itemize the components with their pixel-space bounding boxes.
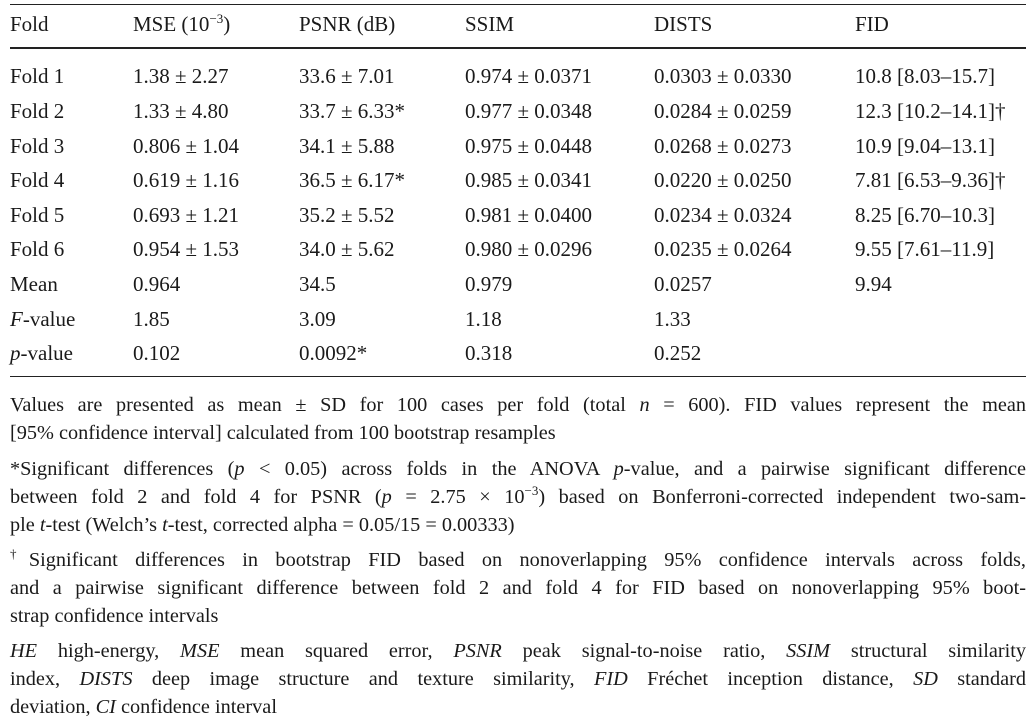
table-top-rule: [10, 4, 1026, 5]
footnote-line: strap confidence intervals: [10, 605, 219, 627]
cell-dists: 0.0257: [654, 272, 712, 296]
footnote-line: Values are presented as mean ± SD for 100 cases per fold (total n = 600). FID values represent the mean: [10, 394, 1026, 416]
table-row-fvalue: [10, 302, 1026, 336]
cell-label-fvalue: F-value: [10, 307, 76, 331]
cell-ssim: 0.974 ± 0.0371: [465, 64, 593, 88]
footnote-values: [10, 391, 1026, 447]
footnote-line: between fold 2 and fold 4 for PSNR $(p = 2.75 \times 10^{-3})$ based on Bonferroni-corrected independent two-sam-: [10, 483, 1026, 508]
footnote-abbreviations: [10, 637, 1026, 721]
header-dists: DISTS: [654, 12, 713, 36]
cell-fid: 9.94: [855, 272, 892, 296]
cell-dists: 0.0235 ± 0.0264: [654, 237, 792, 261]
cell-fold: Fold 2: [10, 99, 65, 123]
cell-fid: 12.3 [10.2–14.1]†: [855, 99, 1006, 123]
cell-fid: 10.9 [9.04–13.1]: [855, 134, 995, 158]
footnote-significance: [10, 455, 1026, 539]
footnote-line: HE high-energy, MSE mean squared error, PSNR peak signal-to-noise ratio, SSIM structural similarity: [10, 640, 1027, 662]
table-bottom-rule: [10, 376, 1026, 377]
table-row: [10, 198, 1026, 232]
cell-psnr: 33.6 ± 7.01: [299, 64, 395, 88]
header-psnr: PSNR (dB): [299, 12, 396, 36]
table-row: [10, 59, 1026, 93]
cell-dists: 0.0303 ± 0.0330: [654, 64, 792, 88]
header-fold: Fold: [10, 12, 49, 36]
cell-fid: 9.55 [7.61–11.9]: [855, 237, 995, 261]
cell-mse: 0.102: [133, 341, 181, 365]
cell-label-pvalue: p-value: [10, 341, 73, 365]
footnote-line: [95% confidence interval] calculated from 100 bootstrap resamples: [10, 422, 556, 444]
footnote-line: and a pairwise significant difference between fold 2 and fold 4 for FID based on nonoverlapping 95% boot-: [10, 577, 1026, 599]
table-header-rule: [10, 47, 1026, 49]
cell-dists: 0.0234 ± 0.0324: [654, 203, 792, 227]
cell-psnr: 34.0 ± 5.62: [299, 237, 395, 261]
cell-psnr: 35.2 ± 5.52: [299, 203, 395, 227]
table-row: [10, 129, 1026, 163]
header-fid: FID: [855, 12, 889, 36]
cell-psnr: 34.5: [299, 272, 336, 296]
cell-dists: 0.252: [654, 341, 702, 365]
footnote-line: ple t-test (Welch’s t-test, corrected alpha = 0.05/15 = 0.00333): [10, 514, 515, 536]
table-row-pvalue: [10, 336, 1026, 370]
cell-fold: Fold 3: [10, 134, 65, 158]
cell-fold: Fold 4: [10, 168, 65, 192]
cell-fold: Fold 5: [10, 203, 65, 227]
cell-psnr: 3.09: [299, 307, 336, 331]
footnote-line: deviation, CI confidence interval: [10, 696, 277, 718]
cell-dists: 0.0284 ± 0.0259: [654, 99, 792, 123]
cell-fid: 7.81 [6.53–9.36]†: [855, 168, 1006, 192]
cell-ssim: 0.979: [465, 272, 513, 296]
cell-ssim: 0.977 ± 0.0348: [465, 99, 593, 123]
cell-fid: 8.25 [6.70–10.3]: [855, 203, 995, 227]
cell-ssim: 1.18: [465, 307, 502, 331]
cell-psnr: 34.1 ± 5.88: [299, 134, 395, 158]
cell-ssim: 0.980 ± 0.0296: [465, 237, 593, 261]
cell-mse: 0.693 ± 1.21: [133, 203, 240, 227]
table-header-row: [10, 7, 1026, 41]
cell-fold: Fold 6: [10, 237, 65, 261]
cell-mse: 1.38 ± 2.27: [133, 64, 229, 88]
cell-mse: 0.619 ± 1.16: [133, 168, 240, 192]
table-row-mean: [10, 267, 1026, 301]
footnote-line: †Significant differences in bootstrap FID based on nonoverlapping 95% confidence intervals across folds,: [10, 546, 1027, 571]
cell-psnr: 33.7 ± 6.33*: [299, 99, 406, 123]
cell-mse: 0.964: [133, 272, 181, 296]
cell-fold: Fold 1: [10, 64, 65, 88]
header-mse: MSE $(10^{-3})$: [133, 11, 231, 36]
footnote-line: index, DISTS deep image structure and texture similarity, FID Fréchet inception distance, SD standard: [10, 668, 1026, 690]
table-row: [10, 94, 1026, 128]
cell-dists: 0.0268 ± 0.0273: [654, 134, 792, 158]
cell-psnr: 0.0092*: [299, 341, 368, 365]
cell-ssim: 0.975 ± 0.0448: [465, 134, 593, 158]
table-row: [10, 163, 1026, 197]
cell-ssim: 0.981 ± 0.0400: [465, 203, 593, 227]
cell-psnr: 36.5 ± 6.17*: [299, 168, 406, 192]
table-row: [10, 232, 1026, 266]
cell-dists: 1.33: [654, 307, 691, 331]
cell-fold: Mean: [10, 272, 58, 296]
cell-mse: 1.33 ± 4.80: [133, 99, 229, 123]
cell-ssim: 0.985 ± 0.0341: [465, 168, 593, 192]
cell-mse: 0.806 ± 1.04: [133, 134, 240, 158]
cell-dists: 0.0220 ± 0.0250: [654, 168, 792, 192]
cell-mse: 1.85: [133, 307, 170, 331]
footnote-line: *Significant differences (p < 0.05) across folds in the ANOVA p-value, and a pairwise significant difference: [10, 458, 1026, 480]
header-ssim: SSIM: [465, 12, 515, 36]
footnote-fid-significance: [10, 546, 1026, 630]
cell-mse: 0.954 ± 1.53: [133, 237, 240, 261]
cell-ssim: 0.318: [465, 341, 513, 365]
cell-fid: 10.8 [8.03–15.7]: [855, 64, 995, 88]
